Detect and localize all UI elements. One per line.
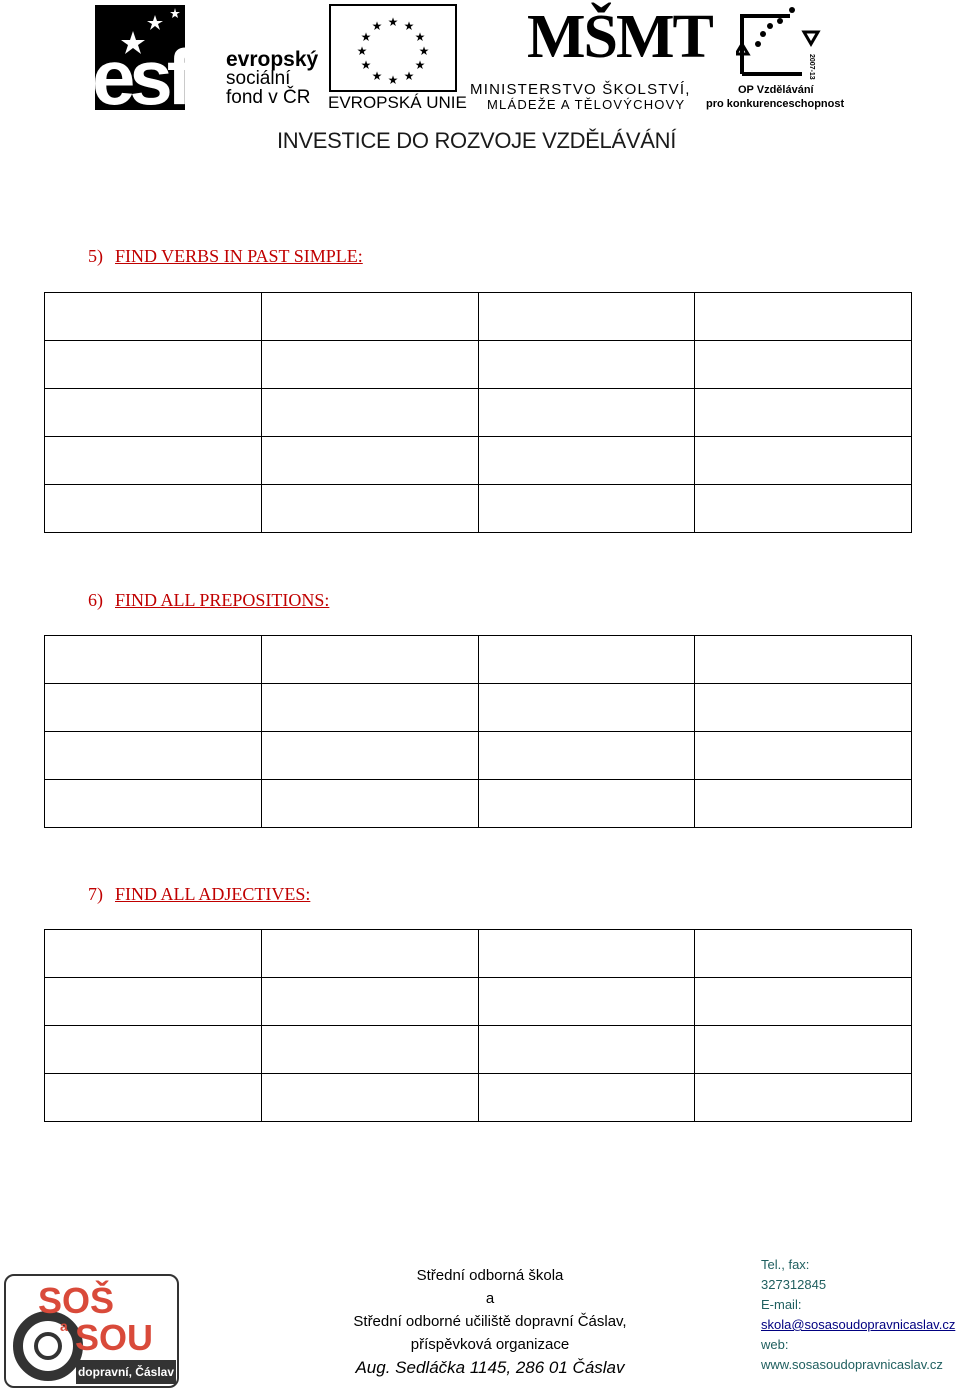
answer-cell[interactable] xyxy=(695,684,912,732)
answer-cell[interactable] xyxy=(478,293,695,341)
tel-label: Tel., fax: xyxy=(761,1257,810,1272)
web-label: web: xyxy=(761,1337,789,1352)
answer-table-prepositions xyxy=(44,635,912,828)
answer-cell[interactable] xyxy=(45,978,262,1026)
answer-cell[interactable] xyxy=(478,684,695,732)
answer-cell[interactable] xyxy=(261,930,478,978)
answer-cell[interactable] xyxy=(478,978,695,1026)
svg-text:★: ★ xyxy=(414,58,426,72)
table-row xyxy=(45,485,912,533)
answer-cell[interactable] xyxy=(695,930,912,978)
table-row xyxy=(45,636,912,684)
answer-cell[interactable] xyxy=(695,978,912,1026)
table-row xyxy=(45,293,912,341)
answer-cell[interactable] xyxy=(695,1026,912,1074)
svg-text:★: ★ xyxy=(387,73,399,87)
answer-cell[interactable] xyxy=(695,389,912,437)
table-row xyxy=(45,684,912,732)
school-name-line3: Střední odborné učiliště dopravní Čáslav, xyxy=(353,1313,627,1330)
answer-cell[interactable] xyxy=(478,1026,695,1074)
table-row xyxy=(45,930,912,978)
answer-cell[interactable] xyxy=(478,437,695,485)
logo-connector: a xyxy=(60,1318,68,1334)
answer-cell[interactable] xyxy=(45,636,262,684)
answer-cell[interactable] xyxy=(261,1074,478,1122)
answer-cell[interactable] xyxy=(261,293,478,341)
answer-cell[interactable] xyxy=(45,437,262,485)
logo-line1: SOŠ xyxy=(38,1280,115,1321)
svg-text:★: ★ xyxy=(418,44,430,58)
answer-cell[interactable] xyxy=(478,485,695,533)
table-row xyxy=(45,389,912,437)
answer-cell[interactable] xyxy=(695,732,912,780)
answer-table-adjectives xyxy=(44,929,912,1122)
svg-text:★: ★ xyxy=(356,44,368,58)
answer-cell[interactable] xyxy=(695,485,912,533)
answer-cell[interactable] xyxy=(695,341,912,389)
answer-cell[interactable] xyxy=(478,780,695,828)
answer-cell[interactable] xyxy=(261,485,478,533)
answer-cell[interactable] xyxy=(478,341,695,389)
answer-cell[interactable] xyxy=(695,780,912,828)
logo-line2: SOU xyxy=(75,1317,154,1358)
answer-cell[interactable] xyxy=(478,636,695,684)
answer-cell[interactable] xyxy=(261,732,478,780)
table-row xyxy=(45,1026,912,1074)
answer-cell[interactable] xyxy=(45,780,262,828)
tel-value: 327312845 xyxy=(761,1277,827,1292)
svg-text:★: ★ xyxy=(403,19,415,33)
op-logo-icon xyxy=(736,4,822,82)
answer-cell[interactable] xyxy=(45,930,262,978)
esf-line1: evropský xyxy=(226,48,319,71)
school-address: Aug. Sedláčka 1145, 286 01 Čáslav xyxy=(355,1358,625,1377)
table-row xyxy=(45,732,912,780)
section-heading-7: 7) FIND ALL ADJECTIVES: xyxy=(88,884,311,904)
answer-cell[interactable] xyxy=(695,1074,912,1122)
answer-cell[interactable] xyxy=(45,1026,262,1074)
table-row xyxy=(45,780,912,828)
answer-cell[interactable] xyxy=(45,485,262,533)
msmt-line2: MLÁDEŽE A TĚLOVÝCHOVY xyxy=(487,97,686,112)
section-heading-5: 5) FIND VERBS IN PAST SIMPLE: xyxy=(88,246,363,266)
answer-cell[interactable] xyxy=(478,930,695,978)
answer-cell[interactable] xyxy=(695,293,912,341)
table-row xyxy=(45,978,912,1026)
answer-cell[interactable] xyxy=(261,780,478,828)
answer-cell[interactable] xyxy=(45,341,262,389)
esf-mark: esf xyxy=(92,33,187,121)
svg-text:★: ★ xyxy=(371,19,383,33)
school-name-line4: příspěvková organizace xyxy=(410,1336,570,1353)
svg-text:★: ★ xyxy=(403,69,415,83)
svg-text:★: ★ xyxy=(387,15,399,29)
svg-text:★: ★ xyxy=(360,58,372,72)
section-heading-6: 6) FIND ALL PREPOSITIONS: xyxy=(88,590,330,610)
svg-text:★: ★ xyxy=(371,69,383,83)
answer-cell[interactable] xyxy=(45,1074,262,1122)
svg-text:★: ★ xyxy=(360,30,372,44)
esf-caption xyxy=(226,50,318,107)
school-name-line2: a xyxy=(485,1290,495,1307)
email-link[interactable]: skola@sosasoudopravnicaslav.cz xyxy=(761,1317,956,1332)
svg-text:2007-13: 2007-13 xyxy=(808,54,815,80)
logo-band: dopravní, Čáslav xyxy=(76,1360,176,1384)
answer-cell[interactable] xyxy=(261,437,478,485)
op-line2: pro konkurenceschopnost xyxy=(706,98,845,110)
school-name-line1: Střední odborná škola xyxy=(416,1267,564,1284)
answer-cell[interactable] xyxy=(45,389,262,437)
web-link[interactable]: www.sosasoudopravnicaslav.cz xyxy=(761,1357,943,1372)
svg-text:★: ★ xyxy=(414,30,426,44)
esf-line3: fond v ČR xyxy=(226,87,311,108)
table-row xyxy=(45,437,912,485)
answer-cell[interactable] xyxy=(478,389,695,437)
eu-flag xyxy=(329,4,457,92)
eu-stars-icon xyxy=(331,6,455,90)
table-row xyxy=(45,1074,912,1122)
answer-cell[interactable] xyxy=(695,636,912,684)
msmt-mark: MŠMT xyxy=(527,3,712,71)
answer-cell[interactable] xyxy=(261,389,478,437)
table-row xyxy=(45,341,912,389)
answer-cell[interactable] xyxy=(261,978,478,1026)
answer-cell[interactable] xyxy=(261,1026,478,1074)
op-line1: OP Vzdělávání xyxy=(738,84,814,96)
answer-cell[interactable] xyxy=(261,341,478,389)
answer-cell[interactable] xyxy=(478,1074,695,1122)
answer-cell[interactable] xyxy=(478,732,695,780)
answer-cell[interactable] xyxy=(45,732,262,780)
slogan: INVESTICE DO ROZVOJE VZDĚLÁVÁNÍ xyxy=(277,128,677,153)
esf-line2: sociální xyxy=(226,68,291,89)
answer-cell[interactable] xyxy=(45,684,262,732)
answer-cell[interactable] xyxy=(261,684,478,732)
answer-cell[interactable] xyxy=(45,293,262,341)
answer-cell[interactable] xyxy=(695,437,912,485)
eu-label: EVROPSKÁ UNIE xyxy=(328,93,467,112)
email-label: E-mail: xyxy=(761,1297,802,1312)
answer-cell[interactable] xyxy=(261,636,478,684)
msmt-line1: MINISTERSTVO ŠKOLSTVÍ, xyxy=(470,81,691,98)
answer-table-past-simple xyxy=(44,292,912,533)
